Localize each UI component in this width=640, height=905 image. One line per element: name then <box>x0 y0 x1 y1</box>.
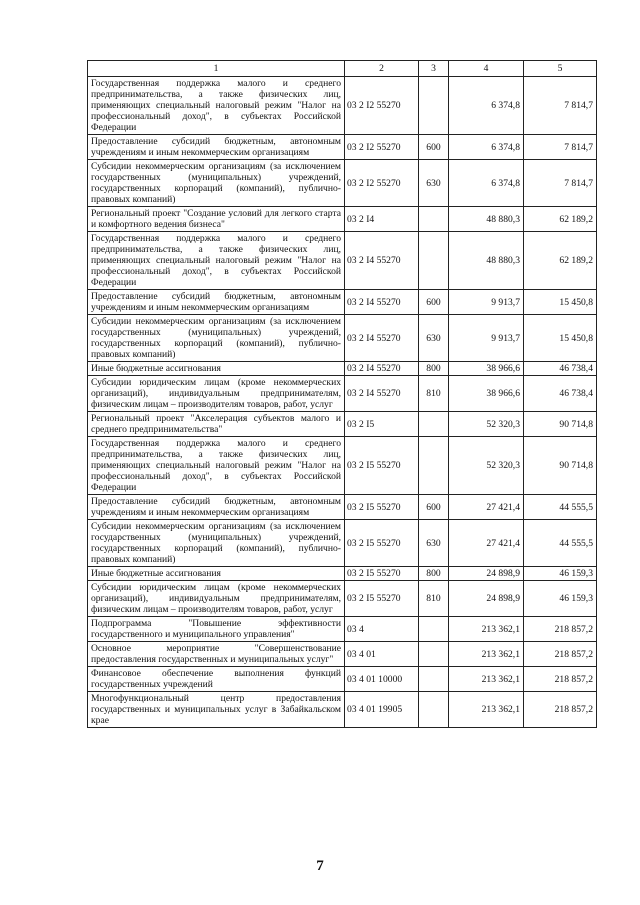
row-value-col5: 44 555,5 <box>524 495 597 520</box>
row-name-cell: Субсидии некоммерческим организациям (за исключением государственных (муниципальных) учреждений, государственных корпораций (компаний), публично-правовых компаний) <box>88 160 345 207</box>
row-name-cell: Предоставление субсидий бюджетным, автономным учреждениям и иным некоммерческим организациям <box>88 290 345 315</box>
row-value-col5: 7 814,7 <box>524 160 597 207</box>
row-value-col5: 15 450,8 <box>524 290 597 315</box>
table-row <box>88 495 597 520</box>
row-name-cell: Иные бюджетные ассигнования <box>88 362 345 376</box>
row-value-col5: 15 450,8 <box>524 315 597 362</box>
row-type-cell: 600 <box>419 495 449 520</box>
row-type-cell: 600 <box>419 135 449 160</box>
row-value-col4: 213 362,1 <box>449 667 524 692</box>
row-name-cell: Субсидии юридическим лицам (кроме некоммерческих организаций), индивидуальным предпринимателям, физическим лицам – производителям товаров, работ, услуг <box>88 376 345 412</box>
row-value-col5: 218 857,2 <box>524 642 597 667</box>
row-name-cell: Основное мероприятие "Совершенствование предоставления государственных и муниципальных услуг" <box>88 642 345 667</box>
row-name-cell: Иные бюджетные ассигнования <box>88 567 345 581</box>
row-code-cell: 03 2 I5 55270 <box>345 520 419 567</box>
row-code-cell: 03 4 01 <box>345 642 419 667</box>
row-code-cell: 03 2 I4 55270 <box>345 290 419 315</box>
row-code-cell: 03 2 I4 55270 <box>345 315 419 362</box>
table-row <box>88 135 597 160</box>
row-code-cell: 03 2 I2 55270 <box>345 160 419 207</box>
row-value-col5: 62 189,2 <box>524 232 597 290</box>
row-name-cell: Региональный проект "Акселерация субъектов малого и среднего предпринимательства" <box>88 412 345 437</box>
row-type-cell <box>419 667 449 692</box>
table-header-row <box>88 61 597 77</box>
row-name-cell: Предоставление субсидий бюджетным, автономным учреждениям и иным некоммерческим организациям <box>88 495 345 520</box>
table-row <box>88 567 597 581</box>
row-type-cell <box>419 642 449 667</box>
table-row <box>88 232 597 290</box>
row-name-cell: Субсидии юридическим лицам (кроме некоммерческих организаций), индивидуальным предпринимателям, физическим лицам – производителям товаров, работ, услуг <box>88 581 345 617</box>
row-type-cell <box>419 437 449 495</box>
header-col-4: 4 <box>449 61 524 77</box>
row-value-col4: 48 880,3 <box>449 232 524 290</box>
table-row <box>88 581 597 617</box>
row-value-col5: 46 738,4 <box>524 362 597 376</box>
table-row <box>88 207 597 232</box>
row-value-col5: 218 857,2 <box>524 617 597 642</box>
row-value-col5: 62 189,2 <box>524 207 597 232</box>
page-number: 7 <box>316 858 324 874</box>
row-value-col5: 46 738,4 <box>524 376 597 412</box>
row-type-cell: 630 <box>419 160 449 207</box>
row-code-cell: 03 2 I5 55270 <box>345 567 419 581</box>
row-name-cell: Предоставление субсидий бюджетным, автономным учреждениям и иным некоммерческим организациям <box>88 135 345 160</box>
table-row <box>88 437 597 495</box>
row-name-cell: Региональный проект "Создание условий для легкого старта и комфортного ведения бизнеса" <box>88 207 345 232</box>
row-value-col4: 9 913,7 <box>449 315 524 362</box>
row-value-col4: 6 374,8 <box>449 135 524 160</box>
row-type-cell: 600 <box>419 290 449 315</box>
row-value-col4: 6 374,8 <box>449 77 524 135</box>
row-code-cell: 03 2 I2 55270 <box>345 77 419 135</box>
row-type-cell <box>419 77 449 135</box>
row-value-col4: 27 421,4 <box>449 520 524 567</box>
table-row <box>88 667 597 692</box>
row-value-col4: 9 913,7 <box>449 290 524 315</box>
header-col-2: 2 <box>345 61 419 77</box>
row-type-cell: 800 <box>419 362 449 376</box>
row-value-col5: 218 857,2 <box>524 667 597 692</box>
table-row <box>88 376 597 412</box>
budget-table <box>87 60 597 728</box>
row-value-col4: 213 362,1 <box>449 642 524 667</box>
row-code-cell: 03 2 I5 55270 <box>345 581 419 617</box>
row-value-col4: 213 362,1 <box>449 692 524 728</box>
row-code-cell: 03 2 I4 55270 <box>345 362 419 376</box>
row-code-cell: 03 4 <box>345 617 419 642</box>
row-name-cell: Государственная поддержка малого и среднего предпринимательства, а также физических лиц, применяющих специальный налоговый режим "Налог на профессиональный доход", в субъектах Российской Федерации <box>88 437 345 495</box>
table-row <box>88 520 597 567</box>
row-value-col5: 44 555,5 <box>524 520 597 567</box>
row-value-col5: 7 814,7 <box>524 135 597 160</box>
table-row <box>88 290 597 315</box>
header-col-1: 1 <box>88 61 345 77</box>
row-code-cell: 03 2 I4 55270 <box>345 376 419 412</box>
row-value-col4: 24 898,9 <box>449 581 524 617</box>
table-row <box>88 692 597 728</box>
header-col-3: 3 <box>419 61 449 77</box>
table-row <box>88 642 597 667</box>
row-code-cell: 03 2 I5 55270 <box>345 437 419 495</box>
row-code-cell: 03 2 I4 <box>345 207 419 232</box>
row-code-cell: 03 2 I2 55270 <box>345 135 419 160</box>
header-col-5: 5 <box>524 61 597 77</box>
row-code-cell: 03 4 01 10000 <box>345 667 419 692</box>
row-value-col4: 24 898,9 <box>449 567 524 581</box>
row-type-cell: 630 <box>419 315 449 362</box>
row-value-col5: 90 714,8 <box>524 437 597 495</box>
row-type-cell <box>419 207 449 232</box>
row-value-col4: 213 362,1 <box>449 617 524 642</box>
row-type-cell: 810 <box>419 581 449 617</box>
row-value-col4: 6 374,8 <box>449 160 524 207</box>
row-value-col5: 46 159,3 <box>524 581 597 617</box>
row-value-col5: 218 857,2 <box>524 692 597 728</box>
row-name-cell: Государственная поддержка малого и среднего предпринимательства, а также физических лиц, применяющих специальный налоговый режим "Налог на профессиональный доход", в субъектах Российской Федерации <box>88 77 345 135</box>
table-row <box>88 362 597 376</box>
row-code-cell: 03 2 I4 55270 <box>345 232 419 290</box>
table-body <box>88 77 597 728</box>
row-type-cell: 810 <box>419 376 449 412</box>
row-value-col4: 27 421,4 <box>449 495 524 520</box>
table-row <box>88 315 597 362</box>
row-value-col5: 7 814,7 <box>524 77 597 135</box>
row-value-col5: 90 714,8 <box>524 412 597 437</box>
table-row <box>88 412 597 437</box>
row-value-col4: 52 320,3 <box>449 412 524 437</box>
row-name-cell: Многофункциональный центр предоставления государственных и муниципальных услуг в Забайкальском крае <box>88 692 345 728</box>
row-value-col4: 52 320,3 <box>449 437 524 495</box>
row-type-cell <box>419 232 449 290</box>
row-name-cell: Финансовое обеспечение выполнения функций государственных учреждений <box>88 667 345 692</box>
row-type-cell: 800 <box>419 567 449 581</box>
row-name-cell: Подпрограмма "Повышение эффективности государственного и муниципального управления" <box>88 617 345 642</box>
table-row <box>88 617 597 642</box>
row-name-cell: Государственная поддержка малого и среднего предпринимательства, а также физических лиц, применяющих специальный налоговый режим "Налог на профессиональный доход", в субъектах Российской Федерации <box>88 232 345 290</box>
row-type-cell: 630 <box>419 520 449 567</box>
row-name-cell: Субсидии некоммерческим организациям (за исключением государственных (муниципальных) учреждений, государственных корпораций (компаний), публично-правовых компаний) <box>88 315 345 362</box>
row-value-col4: 48 880,3 <box>449 207 524 232</box>
row-code-cell: 03 2 I5 55270 <box>345 495 419 520</box>
row-type-cell <box>419 692 449 728</box>
table-row <box>88 160 597 207</box>
table-row <box>88 77 597 135</box>
row-value-col4: 38 966,6 <box>449 376 524 412</box>
row-value-col5: 46 159,3 <box>524 567 597 581</box>
row-name-cell: Субсидии некоммерческим организациям (за исключением государственных (муниципальных) учреждений, государственных корпораций (компаний), публично-правовых компаний) <box>88 520 345 567</box>
row-value-col4: 38 966,6 <box>449 362 524 376</box>
row-code-cell: 03 4 01 19905 <box>345 692 419 728</box>
row-code-cell: 03 2 I5 <box>345 412 419 437</box>
row-type-cell <box>419 412 449 437</box>
row-type-cell <box>419 617 449 642</box>
